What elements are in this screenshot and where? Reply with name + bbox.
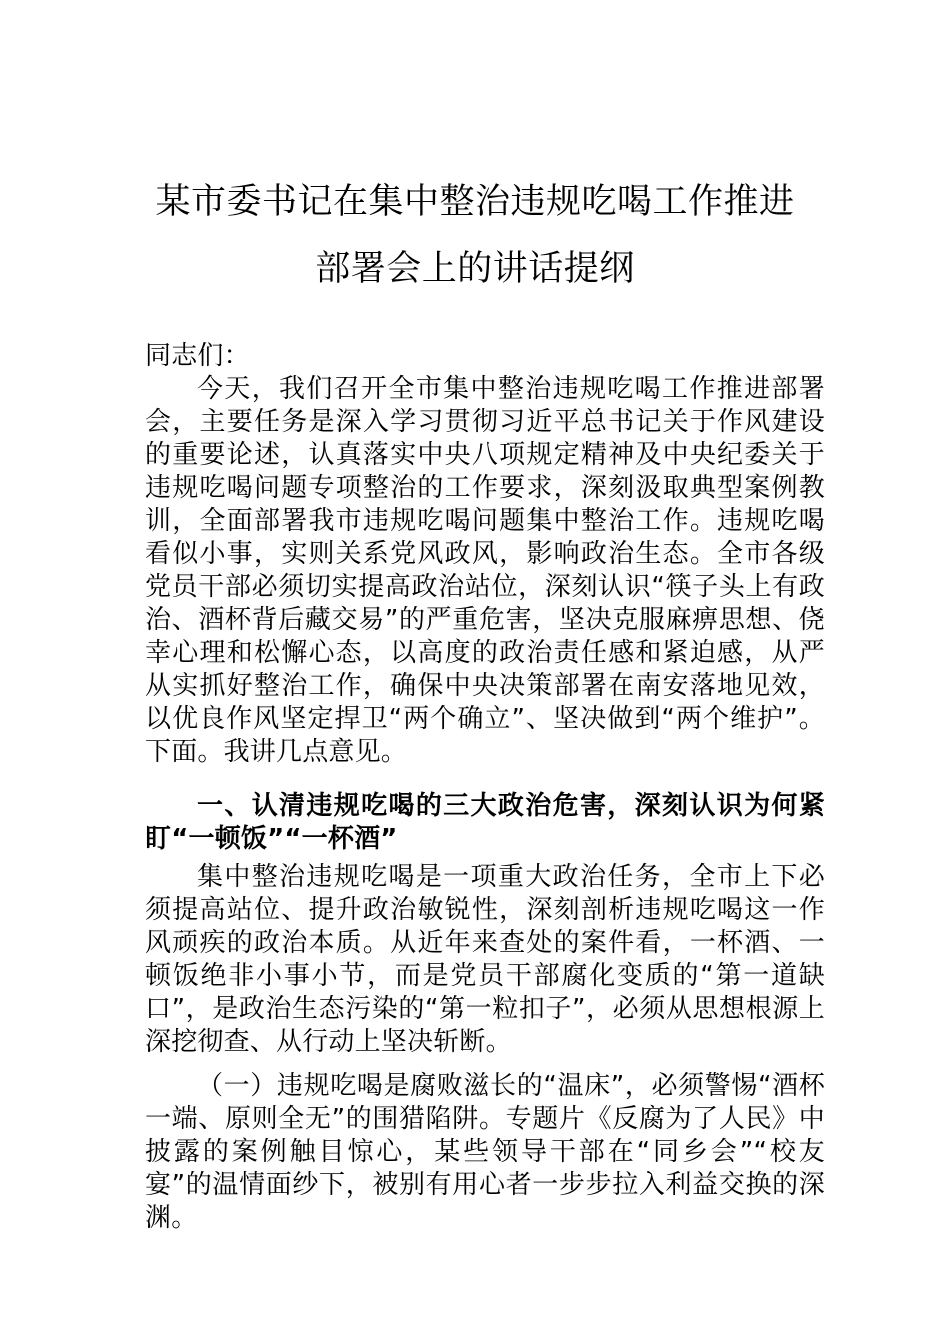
intro-paragraph: 今天，我们召开全市集中整治违规吃喝工作推进部署会，主要任务是深入学习贯彻习近平总书记关于作风建设的重要论述，认真落实中央八项规定精神及中央纪委关于违规吃喝问题专项整治的工作要求，深刻汲取典型案例教训，全面部署我市违规吃喝问题集中整治工作。违规吃喝看似小事，实则关系党风政风，影响政治生态。全市各级党员干部必须切实提高政治站位，深刻认识“筷子头上有政治、酒杯背后藏交易”的严重危害，坚决克服麻痹思想、侥幸心理和松懈心态，以高度的政治责任感和紧迫感，从严从实抓好整治工作，确保中央决策部署在南安落地见效，以优良作风坚定捍卫“两个确立”、坚决做到“两个维护”。下面。我讲几点意见。 (145, 374, 825, 767)
document-title-line-2: 部署会上的讲话提纲 (315, 249, 635, 289)
document-title-line-1: 某市委书记在集中整治违规吃喝工作推进 (155, 182, 795, 222)
salutation: 同志们： (145, 341, 250, 371)
section-1-paragraph: 集中整治违规吃喝是一项重大政治任务，全市上下必须提高站位、提升政治敏锐性，深刻剖析违规吃喝这一作风顽疾的政治本质。从近年来查处的案件看，一杯酒、一顿饭绝非小事小节，而是党员干部腐化变质的“第一道缺口”，是政治生态污染的“第一粒扣子”，必须从思想根源上深挖彻查、从行动上坚决斩断。 (145, 862, 825, 1057)
subsection-1-paragraph: （一）违规吃喝是腐败滋长的“温床”，必须警惕“酒杯一端、原则全无”的围猎陷阱。专题片《反腐为了人民》中披露的案例触目惊心，某些领导干部在“同乡会”“校友宴”的温情面纱下，被别有用心者一步步拉入利益交换的深渊。 (145, 1071, 825, 1233)
section-heading-1: 一、认清违规吃喝的三大政治危害，深刻认识为何紧盯“一顿饭”“一杯酒” (145, 791, 825, 854)
